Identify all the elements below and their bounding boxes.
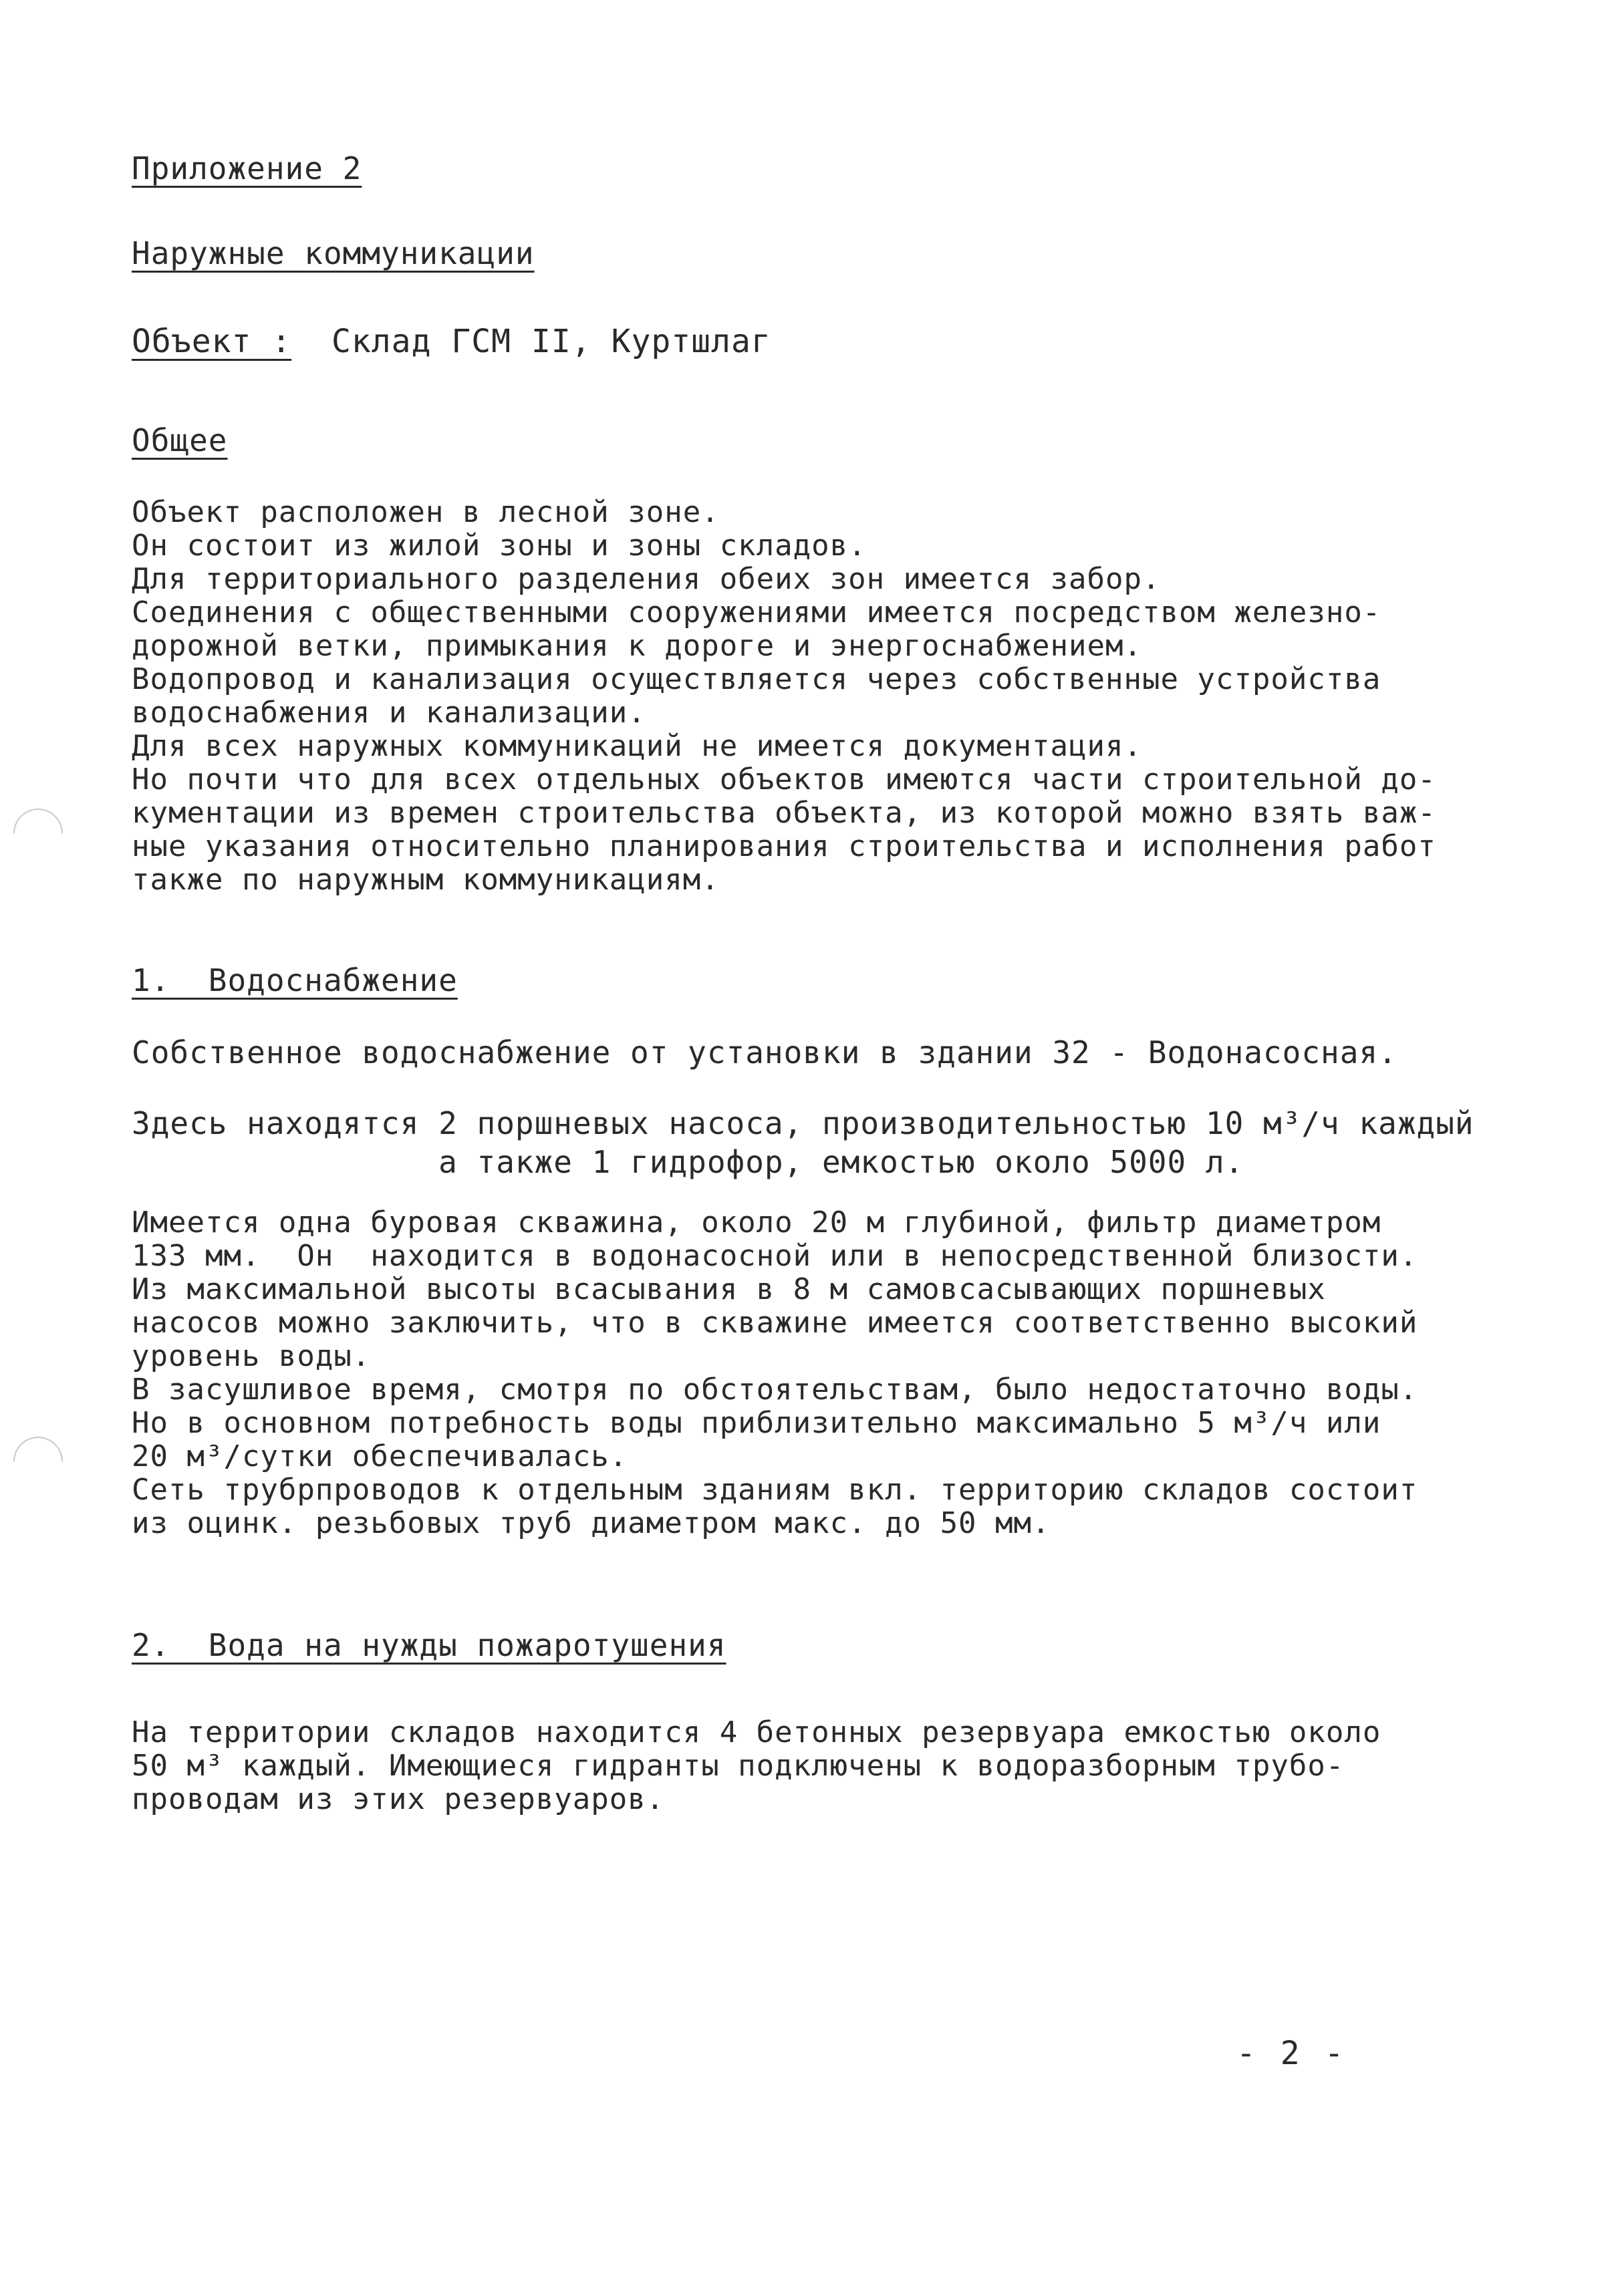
borehole-line: из оцинк. резьбовых труб диаметром макс. до 50 мм. [132,1506,1051,1540]
general-heading: Общее [132,422,228,458]
general-line: дорожной ветки, примыкания к дороге и энергоснабжением. [132,629,1142,663]
general-line: водоснабжения и канализации. [132,696,646,730]
fire-water-line: проводам из этих резервуаров. [132,1782,665,1816]
pumps-line: а также 1 гидрофор, емкостью около 5000 л. [132,1144,1244,1180]
object-line [132,323,771,360]
borehole-line: Имеется одна буровая скважина, около 20 м глубиной, фильтр диаметром [132,1205,1381,1240]
general-line: Водопровод и канализация осуществляется через собственные устройства [132,662,1381,696]
pumps-paragraph [132,1104,1482,1181]
general-line: ные указания относительно планирования строительства и исполнения работ [132,829,1436,863]
water-supply-line: Собственное водоснабжение от установки в здании 32 - Водонасосная. [132,1034,1397,1070]
borehole-paragraph [132,1206,1482,1540]
general-line: Соединения с общественными сооружениями имеется посредством железно- [132,595,1381,629]
general-paragraph [132,496,1482,897]
general-line: Но почти что для всех отдельных объектов имеются части строительной до- [132,762,1436,797]
punch-hole-mark [3,1427,74,1497]
appendix-title: Приложение 2 [132,150,362,186]
general-line: Для всех наружных коммуникаций не имеется документация. [132,729,1142,763]
borehole-line: В засушливое время, смотря по обстоятельствам, было недостаточно воды. [132,1373,1418,1407]
general-line: Для территориального разделения обеих зон имеется забор. [132,562,1161,596]
water-supply-intro [132,1036,1482,1069]
borehole-line: насосов можно заключить, что в скважине имеется соответственно высокий [132,1306,1418,1340]
document-subtitle: Наружные коммуникации [132,235,535,271]
fire-water-heading: 2. Вода на нужды пожаротушения [132,1627,726,1663]
general-line: кументации из времен строительства объекта, из которой можно взять важ- [132,796,1436,830]
fire-water-line: 50 м³ каждый. Имеющиеся гидранты подключены к водоразборным трубо- [132,1749,1345,1783]
general-line: Объект расположен в лесной зоне. [132,495,720,529]
punch-hole-mark [3,799,74,869]
borehole-line: уровень воды. [132,1339,371,1373]
page-number: - 2 - [1236,2035,1347,2072]
borehole-line: Но в основном потребность воды приблизительно максимально 5 м³/ч или [132,1406,1381,1440]
borehole-line: 133 мм. Он находится в водонасосной или в непосредственной близости. [132,1239,1418,1273]
object-label: Объект : [132,323,292,360]
borehole-line: Из максимальной высоты всасывания в 8 м самовсасывающих поршневых [132,1272,1326,1306]
general-line: также по наружным коммуникациям. [132,863,720,897]
fire-water-line: На территории складов находится 4 бетонных резервуара емкостью около [132,1715,1381,1749]
borehole-line: Сеть трубрпроводов к отдельным зданиям вкл. территорию складов состоит [132,1473,1418,1507]
fire-water-paragraph [132,1716,1482,1816]
water-supply-heading: 1. Водоснабжение [132,962,458,998]
object-value: Склад ГСМ II, Куртшлаг [331,323,771,360]
borehole-line: 20 м³/сутки обеспечивалась. [132,1439,628,1473]
pumps-line: Здесь находятся 2 поршневых насоса, производительностью 10 м³/ч каждый [132,1105,1474,1141]
general-line: Он состоит из жилой зоны и зоны складов. [132,529,867,563]
